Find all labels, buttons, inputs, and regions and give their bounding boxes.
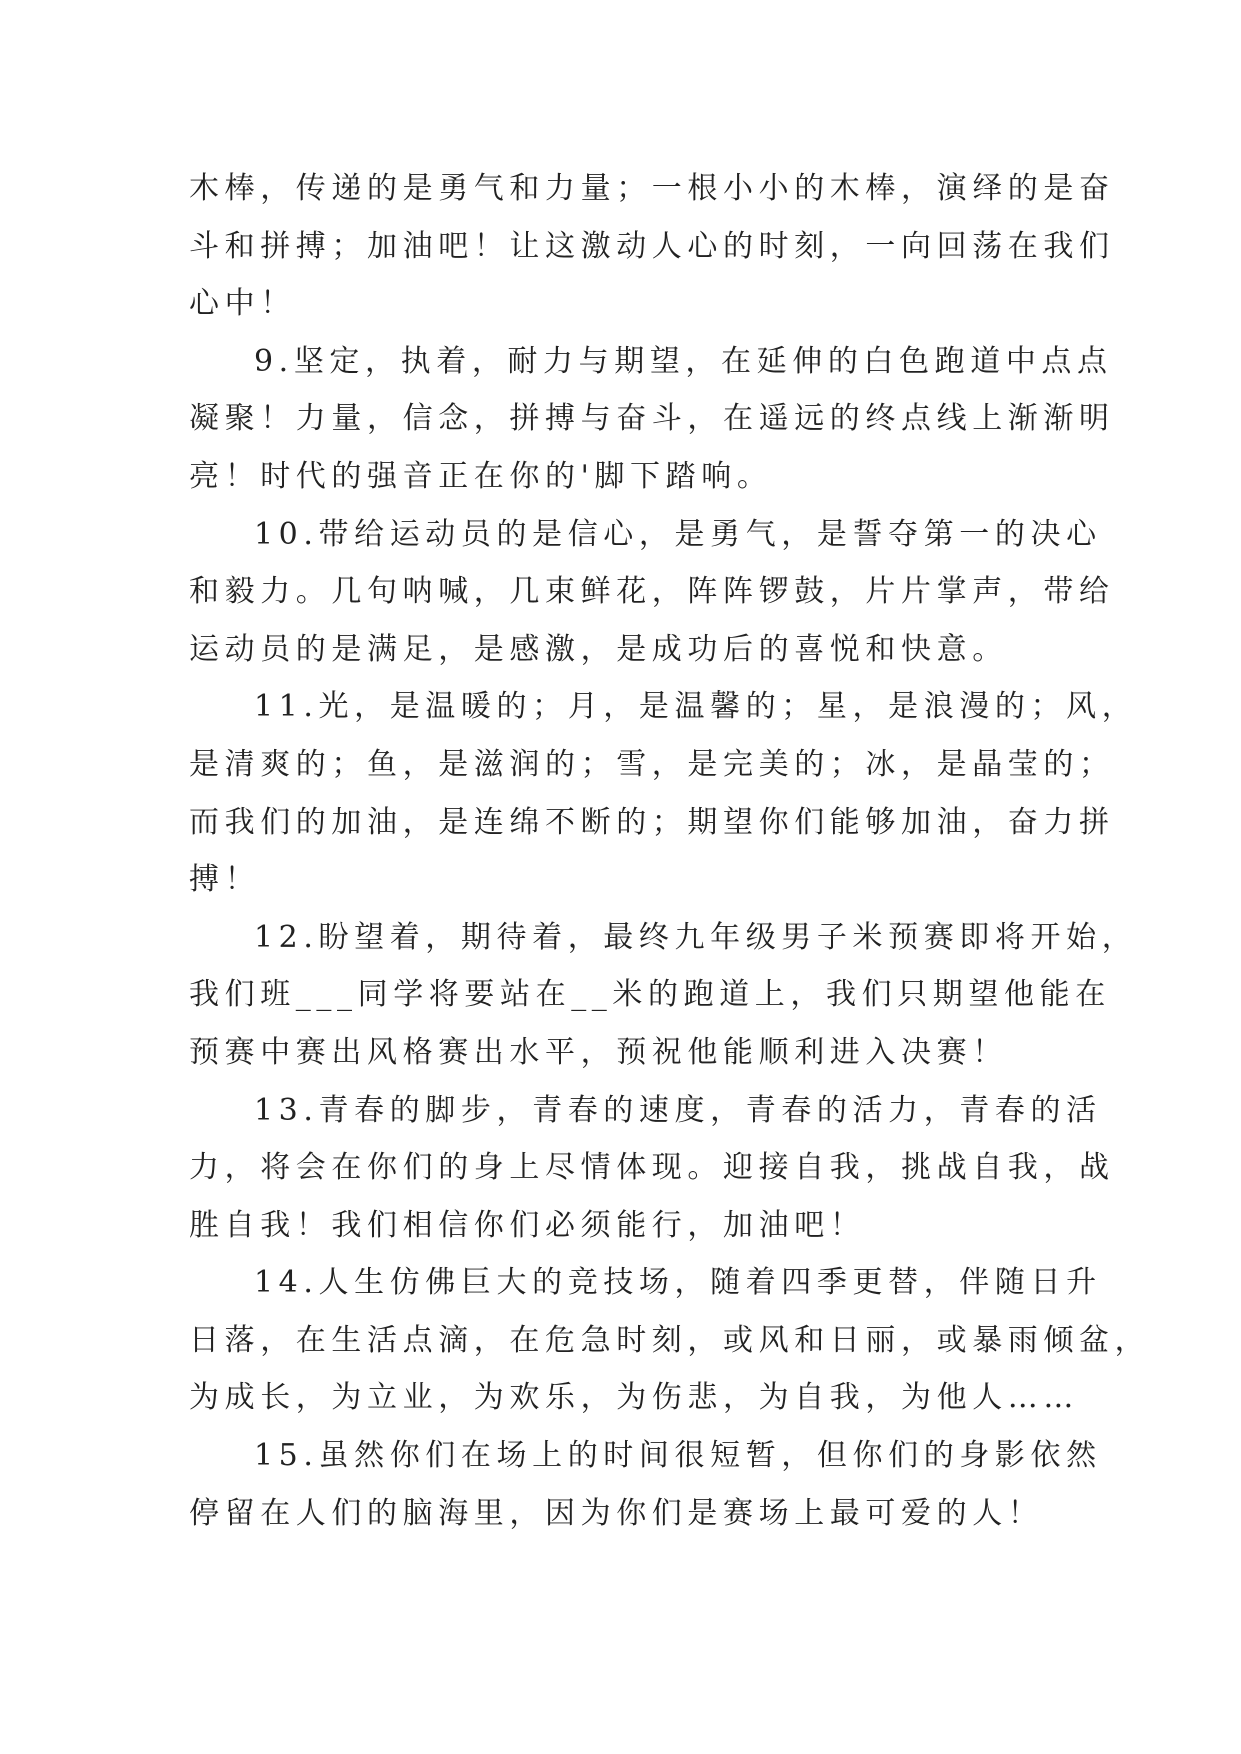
text-line: 搏！ — [189, 862, 261, 898]
text-line: 14.人生仿佛巨大的竞技场，随着四季更替，伴随日升 — [254, 1265, 1102, 1301]
text-line: 停留在人们的脑海里，因为你们是赛场上最可爱的人！ — [189, 1495, 1044, 1531]
paragraph-item-9 — [189, 333, 1115, 506]
text-line: 12.盼望着，期待着，最终九年级男子米预赛即将开始， — [254, 919, 1138, 955]
text-line: 15.虽然你们在场上的时间很短暂，但你们的身影依然 — [254, 1438, 1102, 1474]
text-line: 运动员的是满足，是感激，是成功后的喜悦和快意。 — [189, 631, 1008, 667]
paragraph-item-10 — [189, 506, 1115, 679]
text-line: 心中！ — [189, 286, 296, 322]
text-line: 亮！时代的强音正在你的'脚下踏响。 — [189, 458, 773, 494]
paragraph-item-11 — [189, 678, 1138, 908]
text-line: 和毅力。几句呐喊，几束鲜花，阵阵锣鼓，片片掌声，带给 — [189, 574, 1115, 610]
text-line: 预赛中赛出风格赛出水平，预祝他能顺利进入决赛！ — [189, 1034, 1008, 1070]
paragraph-relay-baton — [189, 160, 1115, 333]
text-line: 木棒，传递的是勇气和力量；一根小小的木棒，演绎的是奋 — [189, 171, 1115, 206]
paragraph-item-14 — [189, 1254, 1151, 1427]
text-line: 为成长，为立业，为欢乐，为伤悲，为自我，为他人…… — [189, 1380, 1079, 1416]
text-line: 是清爽的；鱼，是滋润的；雪，是完美的；冰，是晶莹的； — [189, 746, 1115, 782]
text-line: 11.光，是温暖的；月，是温馨的；星，是浪漫的；风， — [254, 689, 1138, 725]
text-line: 凝聚！力量，信念，拼搏与奋斗，在遥远的终点线上渐渐明 — [189, 401, 1115, 437]
text-line: 胜自我！我们相信你们必须能行，加油吧！ — [189, 1207, 866, 1243]
paragraph-item-13 — [189, 1082, 1115, 1255]
text-line: 13.青春的脚步，青春的速度，青春的活力，青春的活 — [254, 1092, 1102, 1128]
body-text — [189, 160, 1151, 1542]
text-line: 日落，在生活点滴，在危急时刻，或风和日丽，或暴雨倾盆， — [189, 1322, 1151, 1358]
text-line: 斗和拼搏；加油吧！让这激动人心的时刻，一向回荡在我们 — [189, 228, 1115, 264]
paragraph-item-15 — [189, 1427, 1102, 1542]
text-line: 力，将会在你们的身上尽情体现。迎接自我，挑战自我，战 — [189, 1150, 1115, 1186]
text-line: 我们班___同学将要站在__米的跑道上，我们只期望他能在 — [189, 977, 1111, 1013]
paragraph-item-12 — [189, 909, 1138, 1082]
text-line: 而我们的加油，是连绵不断的；期望你们能够加油，奋力拼 — [189, 804, 1115, 840]
text-line: 9.坚定，执着，耐力与期望，在延伸的白色跑道中点点 — [254, 343, 1113, 379]
text-line: 10.带给运动员的是信心，是勇气，是誓夺第一的决心 — [254, 516, 1102, 552]
